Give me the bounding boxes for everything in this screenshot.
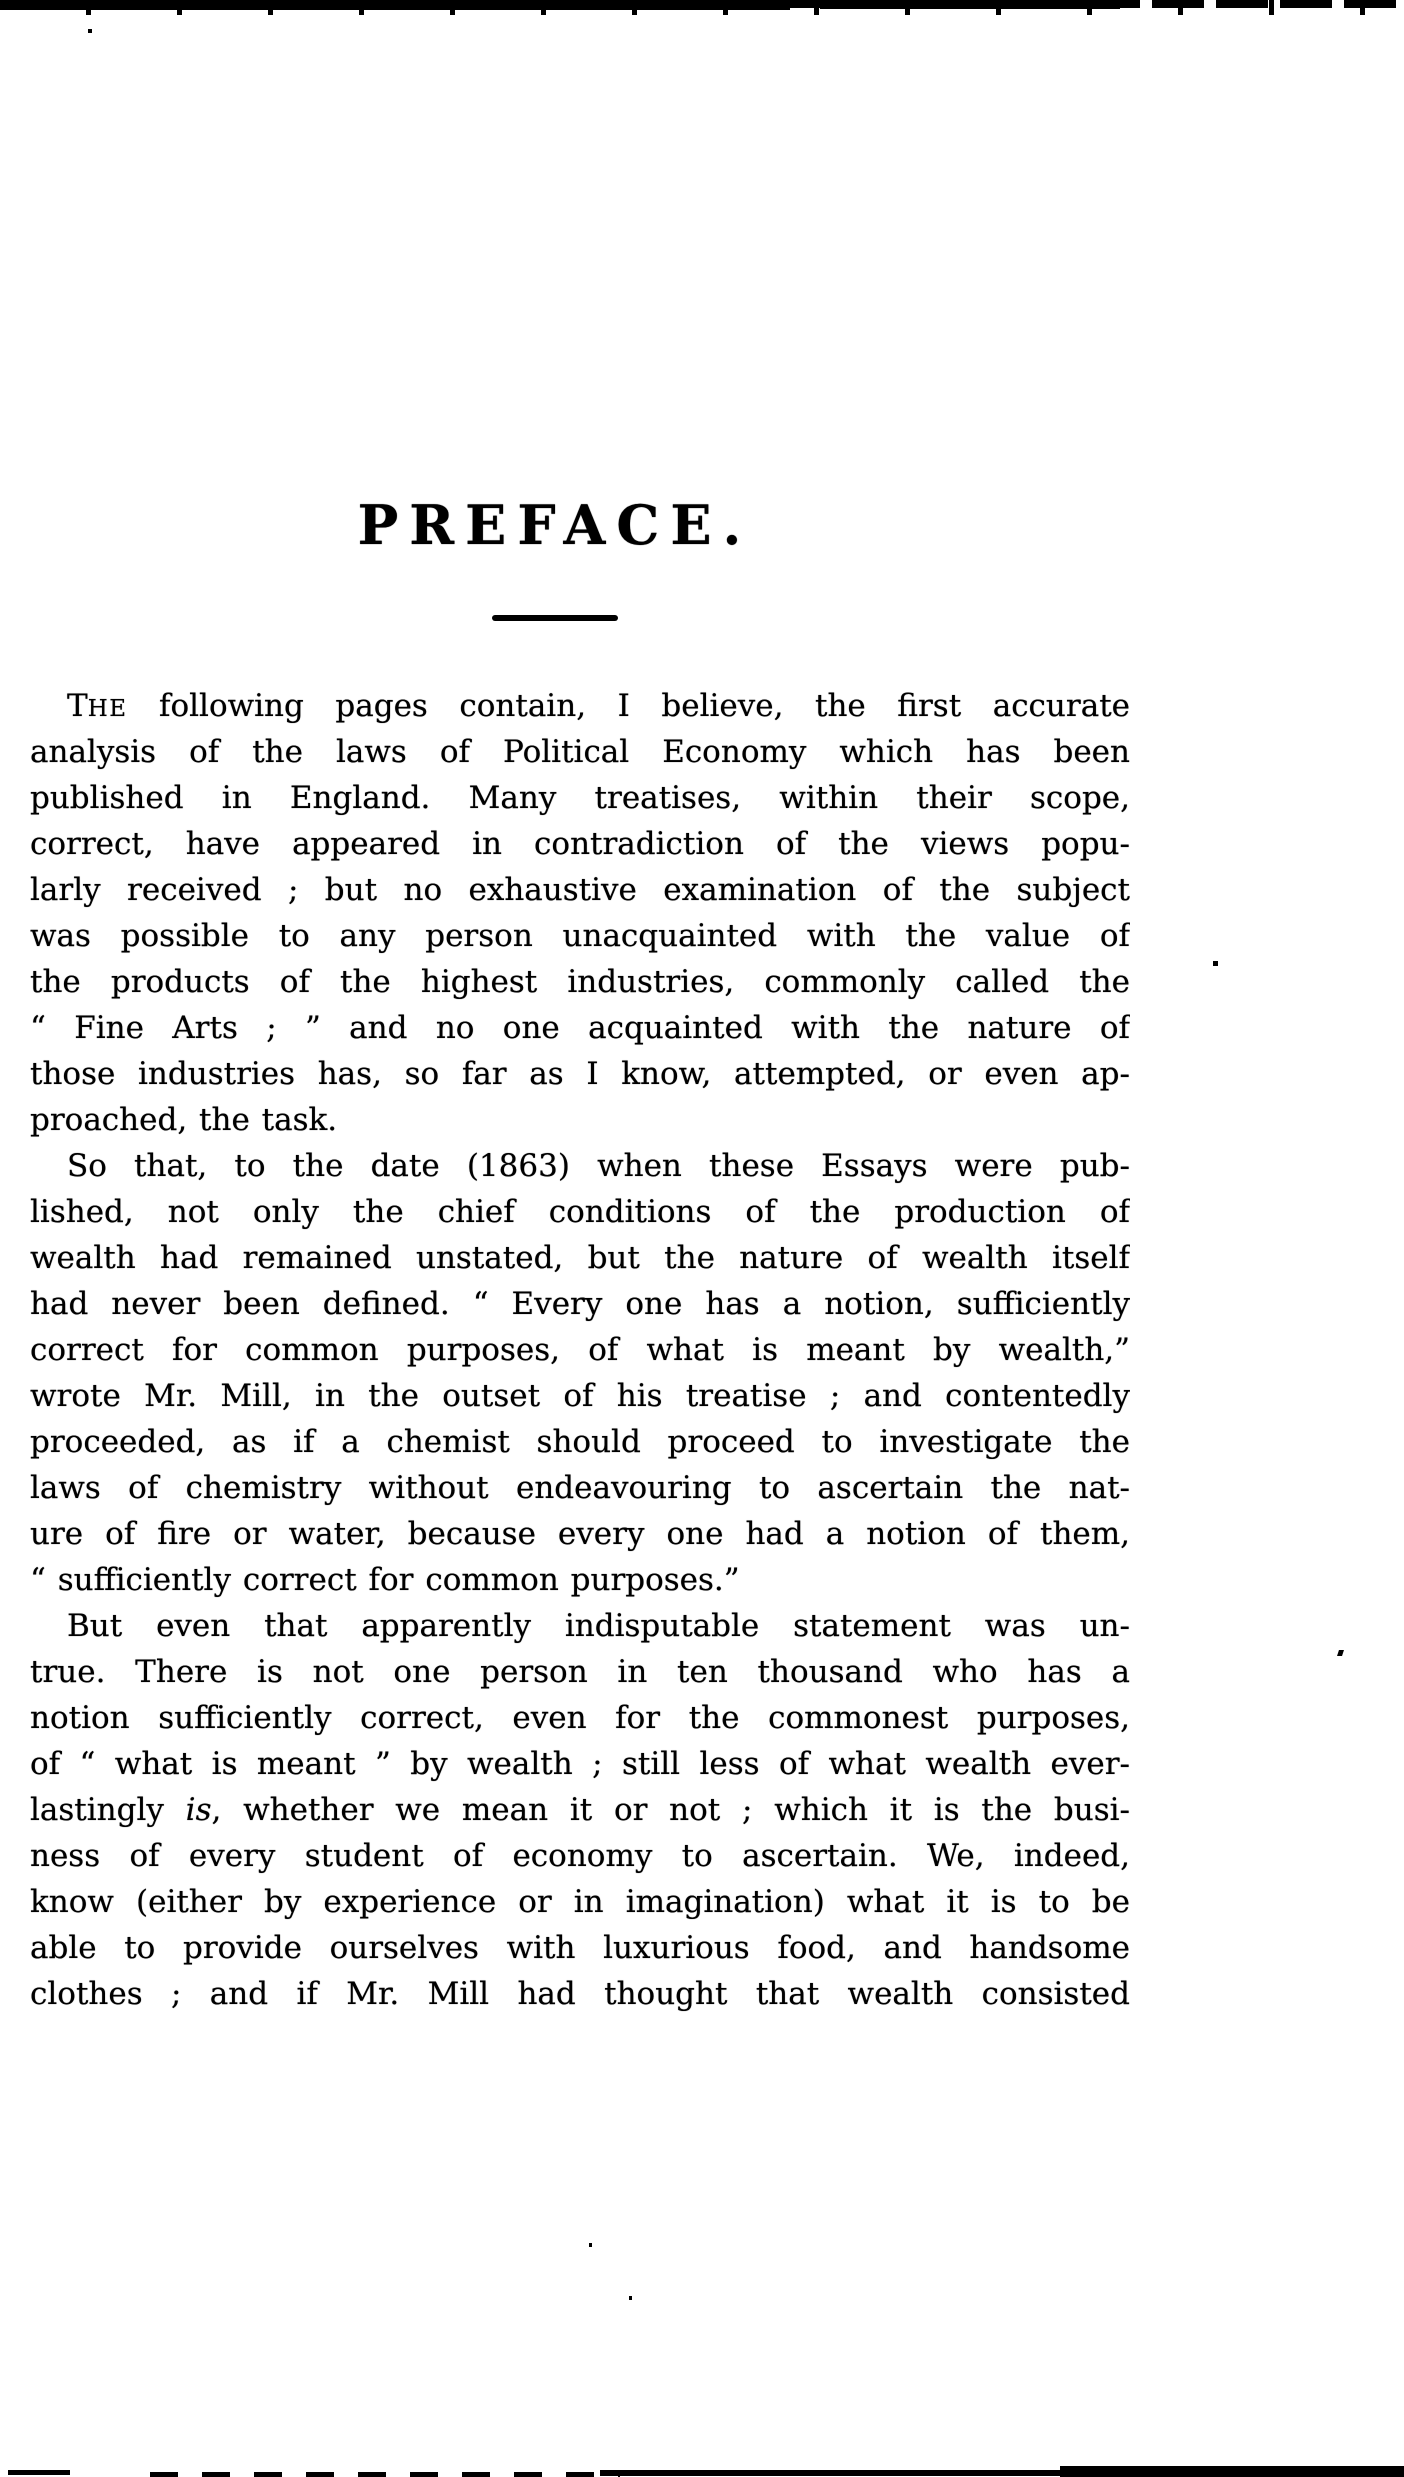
body-text: notion sufficiently correct, even for the commonest purposes, bbox=[30, 1700, 1130, 1736]
ink-speck bbox=[1213, 961, 1218, 966]
text-line bbox=[30, 1189, 1130, 1235]
body-text: was possible to any person unacquainted with the value of bbox=[30, 918, 1130, 954]
body-text: lished, not only the chief conditions of the production of bbox=[30, 1194, 1130, 1230]
text-line bbox=[30, 821, 1130, 867]
ink-speck bbox=[629, 2296, 632, 2300]
ink-speck bbox=[88, 29, 92, 33]
text-line bbox=[30, 1143, 1130, 1189]
chapter-heading-wrap bbox=[0, 494, 1110, 556]
body-text: larly received ; but no exhaustive examination of the subject bbox=[30, 872, 1130, 908]
body-text: lastingly bbox=[30, 1792, 186, 1828]
text-line bbox=[30, 1511, 1130, 1557]
small-caps-text: HE bbox=[87, 696, 128, 722]
text-line bbox=[30, 1787, 1130, 1833]
body-text: clothes ; and if Mr. Mill had thought that wealth consisted bbox=[30, 1976, 1130, 2012]
body-text: But even that apparently indisputable statement was un- bbox=[67, 1608, 1130, 1644]
text-line bbox=[30, 1741, 1130, 1787]
text-line bbox=[30, 1327, 1130, 1373]
body-text: analysis of the laws of Political Economy which has been bbox=[30, 734, 1130, 770]
body-text: laws of chemistry without endeavouring to ascertain the nat- bbox=[30, 1470, 1130, 1506]
body-text: “ Fine Arts ; ” and no one acquainted with the nature of bbox=[30, 1010, 1130, 1046]
body-text: the products of the highest industries, commonly called the bbox=[30, 964, 1130, 1000]
text-line bbox=[30, 1557, 1130, 1603]
text-line bbox=[30, 1419, 1130, 1465]
text-line bbox=[30, 775, 1130, 821]
text-line bbox=[30, 1235, 1130, 1281]
text-line bbox=[30, 1603, 1130, 1649]
page-title: PREFACE. bbox=[357, 493, 753, 557]
scan-edge-top-artifact bbox=[0, 0, 1404, 15]
text-line bbox=[30, 1971, 1130, 2017]
text-line bbox=[30, 867, 1130, 913]
text-line bbox=[30, 959, 1130, 1005]
body-text: those industries has, so far as I know, attempted, or even ap- bbox=[30, 1056, 1130, 1092]
text-line bbox=[30, 1281, 1130, 1327]
body-text: published in England. Many treatises, within their scope, bbox=[30, 780, 1130, 816]
italic-text: is bbox=[185, 1792, 212, 1828]
page-text bbox=[30, 683, 1130, 2017]
text-line bbox=[30, 683, 1130, 729]
body-text: “ sufficiently correct for common purposes.” bbox=[30, 1562, 740, 1598]
body-text: ure of fire or water, because every one had a notion of them, bbox=[30, 1516, 1130, 1552]
body-text: had never been defined. “ Every one has a notion, sufficiently bbox=[30, 1286, 1130, 1322]
text-line bbox=[30, 1925, 1130, 1971]
body-text: true. There is not one person in ten thousand who has a bbox=[30, 1654, 1130, 1690]
body-text: So that, to the date (1863) when these Essays were pub- bbox=[67, 1148, 1130, 1184]
text-line bbox=[30, 1373, 1130, 1419]
scan-edge-bottom-artifact bbox=[0, 2461, 1404, 2477]
body-text: correct for common purposes, of what is meant by wealth,” bbox=[30, 1332, 1130, 1368]
ink-speck bbox=[589, 2243, 592, 2247]
text-line bbox=[30, 1833, 1130, 1879]
text-line bbox=[30, 1879, 1130, 1925]
body-text: ness of every student of economy to ascertain. We, indeed, bbox=[30, 1838, 1130, 1874]
text-line bbox=[30, 1695, 1130, 1741]
body-text: , whether we mean it or not ; which it is the busi- bbox=[211, 1792, 1130, 1828]
title-divider-rule bbox=[492, 615, 618, 621]
text-line bbox=[30, 1005, 1130, 1051]
body-text: proached, the task. bbox=[30, 1102, 338, 1138]
body-text: correct, have appeared in contradiction of the views popu- bbox=[30, 826, 1130, 862]
body-text: able to provide ourselves with luxurious food, and handsome bbox=[30, 1930, 1130, 1966]
text-line bbox=[30, 1097, 1130, 1143]
body-text: know (either by experience or in imagination) what it is to be bbox=[30, 1884, 1130, 1920]
ink-speck bbox=[1337, 1650, 1344, 1656]
text-line bbox=[30, 1465, 1130, 1511]
body-text: of “ what is meant ” by wealth ; still less of what wealth ever- bbox=[30, 1746, 1130, 1782]
text-line bbox=[30, 1051, 1130, 1097]
body-text: wrote Mr. Mill, in the outset of his treatise ; and contentedly bbox=[30, 1378, 1130, 1414]
text-line bbox=[30, 913, 1130, 959]
text-line bbox=[30, 729, 1130, 775]
body-text: T bbox=[67, 688, 88, 724]
body-text: proceeded, as if a chemist should proceed to investigate the bbox=[30, 1424, 1130, 1460]
body-text: following pages contain, I believe, the first accurate bbox=[127, 688, 1130, 724]
body-text: wealth had remained unstated, but the nature of wealth itself bbox=[30, 1240, 1130, 1276]
text-line bbox=[30, 1649, 1130, 1695]
